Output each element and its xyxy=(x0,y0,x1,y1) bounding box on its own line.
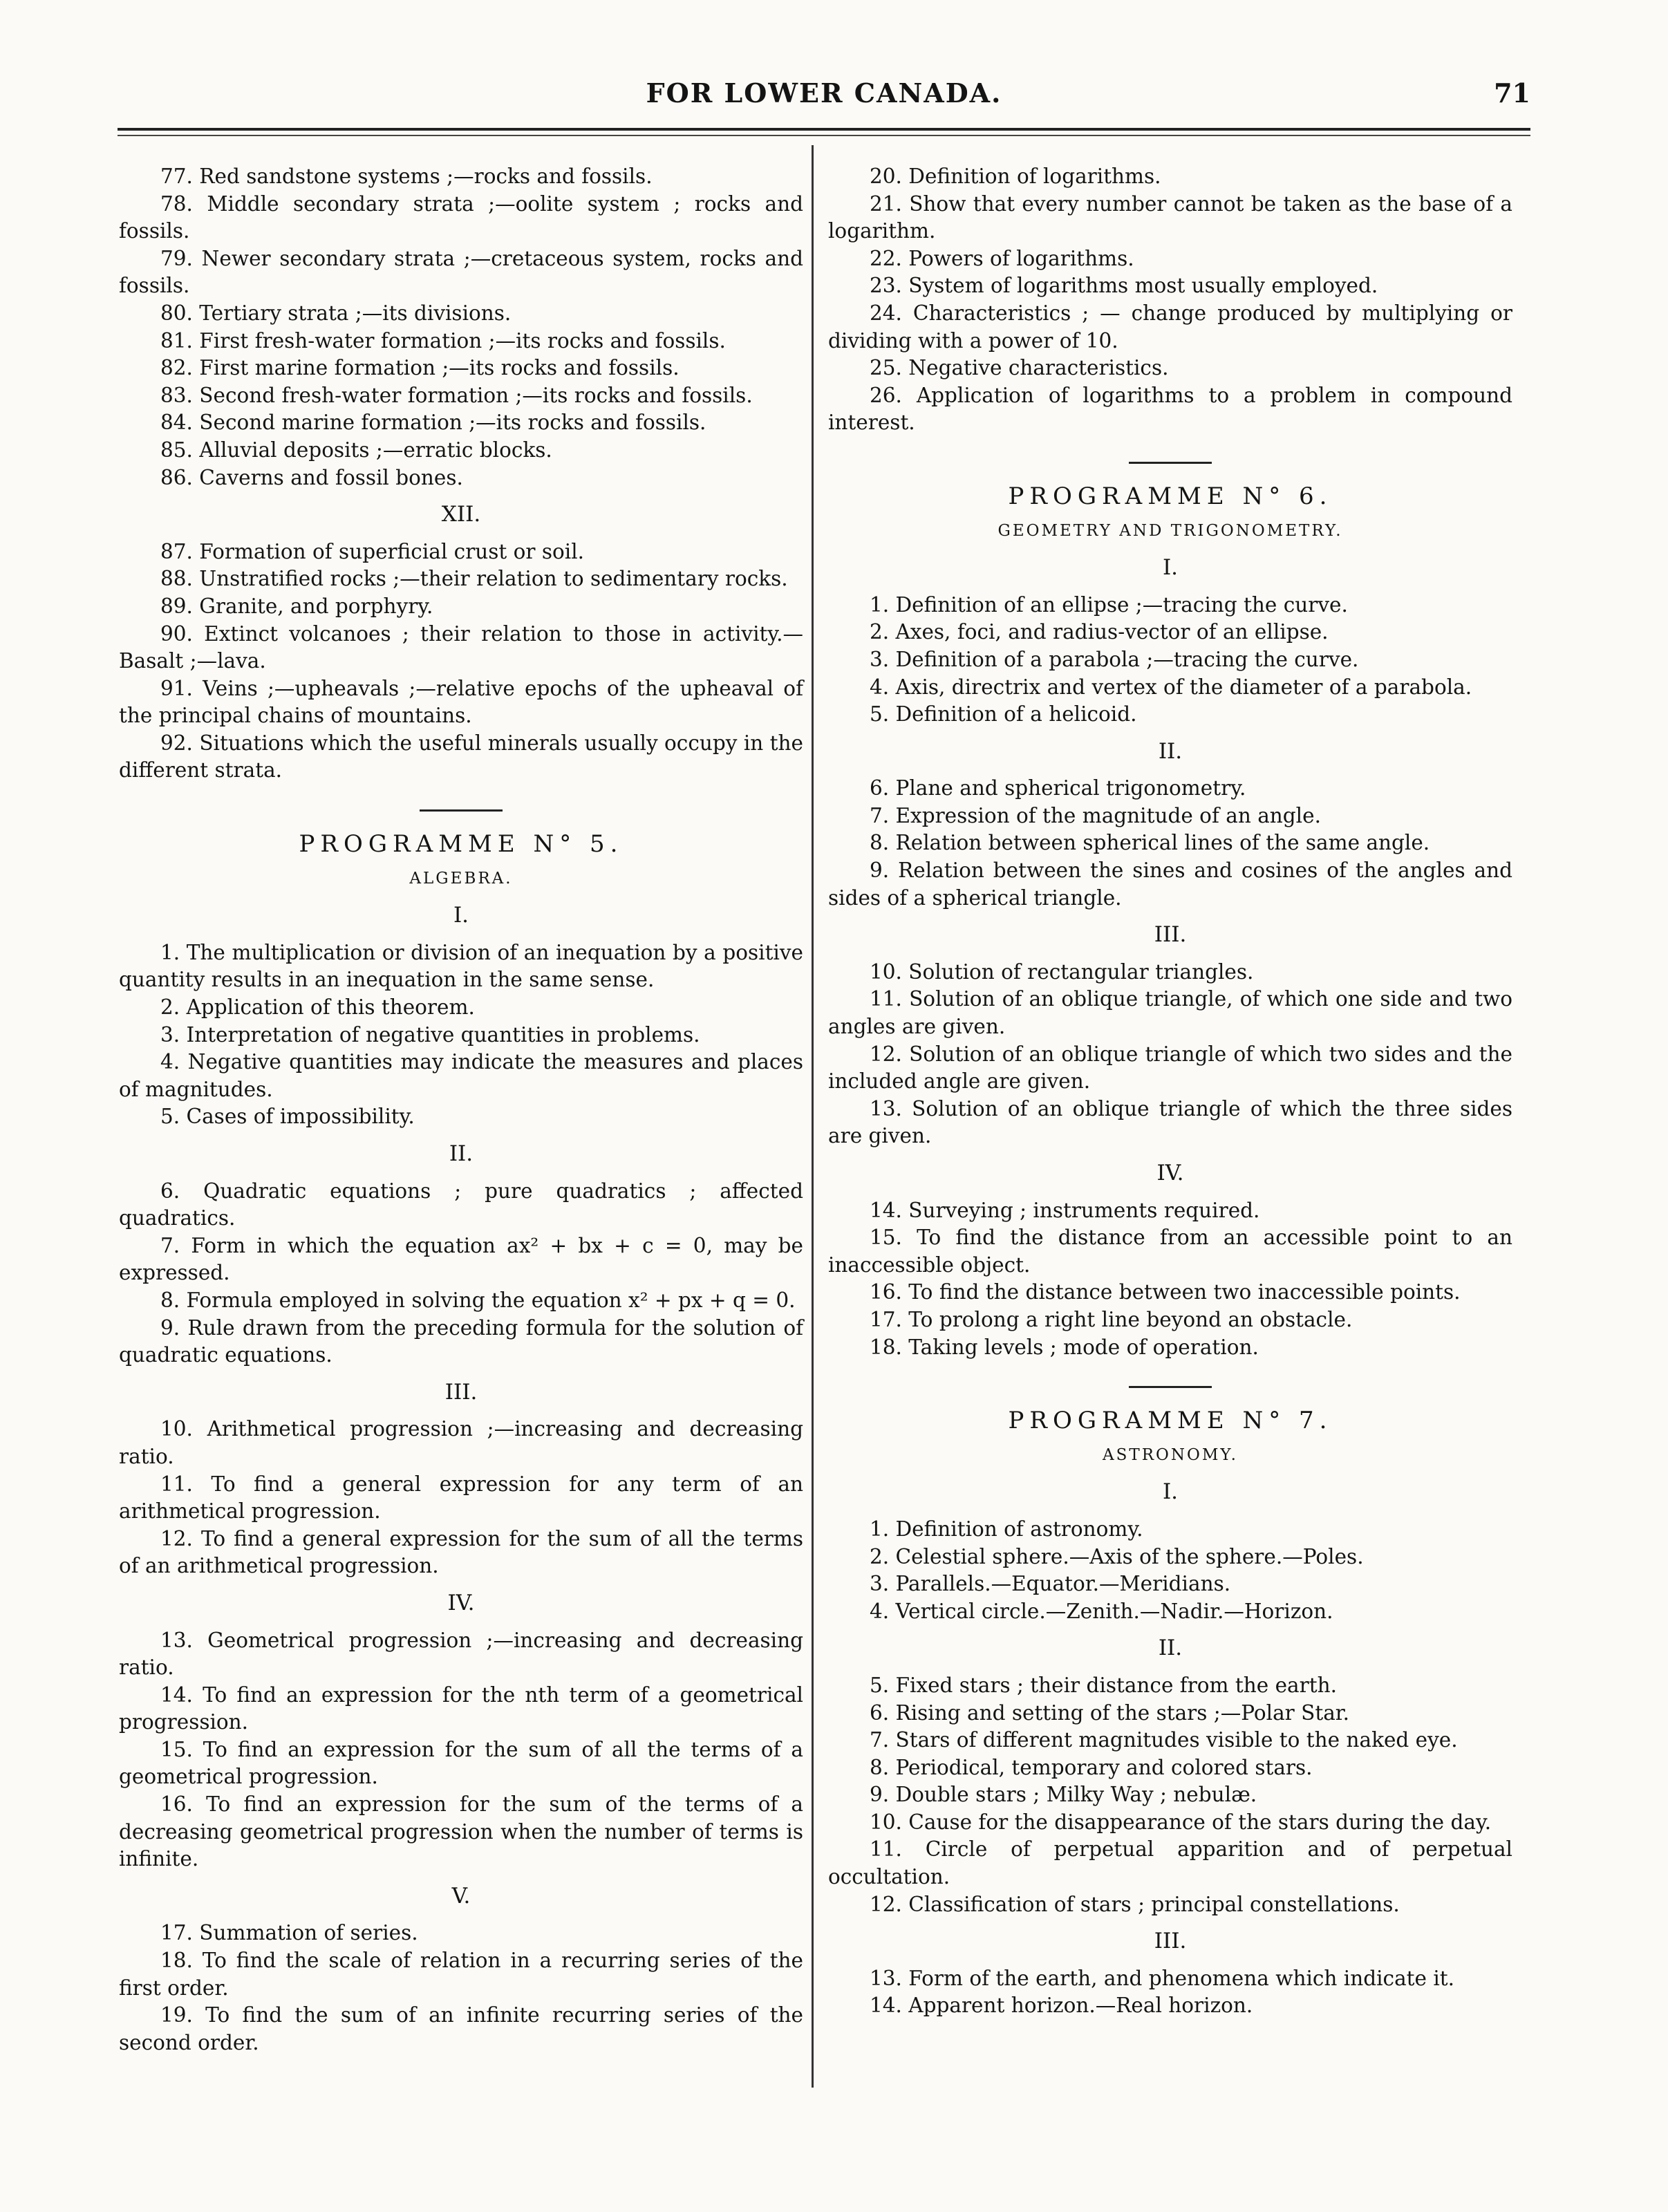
section-heading-xii: XII. xyxy=(441,502,481,527)
astronomy-items-13-14 xyxy=(828,1965,1512,2020)
list-item: 17. Summation of series. xyxy=(160,1921,418,1945)
list-item: 16. To find the distance between two inaccessible points. xyxy=(870,1280,1461,1304)
geometry-items-10-13 xyxy=(828,959,1512,1150)
list-item: 80. Tertiary strata ;—its divisions. xyxy=(160,301,512,325)
section-heading-ii: II. xyxy=(449,1141,474,1166)
geometry-items-1-5 xyxy=(828,592,1512,729)
programme-6-subtitle: GEOMETRY AND TRIGONOMETRY. xyxy=(997,521,1343,540)
list-item: 12. Solution of an oblique triangle of which two sides and the included angle are given. xyxy=(828,1042,1512,1094)
list-item: 10. Cause for the disappearance of the stars during the day. xyxy=(870,1810,1492,1834)
list-item: 10. Arithmetical progression ;—increasing and decreasing ratio. xyxy=(119,1417,803,1468)
list-item: 84. Second marine formation ;—its rocks and fossils. xyxy=(160,411,706,435)
list-item: 15. To find the distance from an accessible point to an inaccessible object. xyxy=(828,1226,1512,1277)
list-item: 7. Stars of different magnitudes visible to the naked eye. xyxy=(870,1728,1458,1752)
list-item: 91. Veins ;—upheavals ;—relative epochs of the upheaval of the principal chains of mountains. xyxy=(119,676,803,728)
list-item: 4. Vertical circle.—Zenith.—Nadir.—Horizon. xyxy=(870,1599,1333,1623)
list-item: 82. First marine formation ;—its rocks and fossils. xyxy=(160,356,680,380)
list-item: 2. Celestial sphere.—Axis of the sphere.—Poles. xyxy=(870,1544,1364,1568)
section-heading-ii: II. xyxy=(1158,738,1183,764)
geometry-items-14-18 xyxy=(828,1197,1512,1362)
list-item: 92. Situations which the useful minerals usually occupy in the different strata. xyxy=(119,731,803,782)
list-item: 87. Formation of superficial crust or soil. xyxy=(160,539,585,563)
list-item: 88. Unstratified rocks ;—their relation to sedimentary rocks. xyxy=(160,567,788,591)
list-item: 8. Relation between spherical lines of the same angle. xyxy=(870,831,1430,855)
list-item: 83. Second fresh-water formation ;—its rocks and fossils. xyxy=(160,383,753,407)
section-heading-i: I. xyxy=(453,903,469,928)
list-item: 26. Application of logarithms to a problem in compound interest. xyxy=(828,383,1512,435)
list-item: 22. Powers of logarithms. xyxy=(870,246,1134,270)
list-item: 1. The multiplication or division of an inequation by a positive quantity results in an inequation in the same sense. xyxy=(119,940,803,992)
list-item: 86. Caverns and fossil bones. xyxy=(160,465,463,489)
list-item: 14. Apparent horizon.—Real horizon. xyxy=(870,1994,1253,2018)
right-column xyxy=(828,163,1512,2020)
page-header xyxy=(118,77,1530,127)
list-item: 12. Classification of stars ; principal constellations. xyxy=(870,1892,1400,1916)
header-rule-thick xyxy=(118,128,1530,131)
programme-separator xyxy=(1129,462,1212,464)
programme-separator xyxy=(420,809,503,812)
section-heading-iii: III. xyxy=(1154,922,1187,948)
algebra-items-6-9 xyxy=(119,1178,803,1369)
list-item: 11. Solution of an oblique triangle, of which one side and two angles are given. xyxy=(828,987,1512,1039)
algebra-items-10-12 xyxy=(119,1416,803,1580)
list-item: 79. Newer secondary strata ;—cretaceous system, rocks and fossils. xyxy=(119,246,803,298)
section-heading-iii: III. xyxy=(1154,1929,1187,1954)
left-column xyxy=(119,163,803,2056)
programme-separator xyxy=(1129,1386,1212,1388)
list-item: 1. Definition of astronomy. xyxy=(870,1517,1143,1541)
algebra-items-20-26 xyxy=(828,163,1512,437)
list-item: 7. Form in which the equation ax² + bx + c = 0, may be expressed. xyxy=(119,1233,803,1285)
programme-7-title: PROGRAMME N° 7. xyxy=(1008,1407,1333,1435)
list-item: 18. Taking levels ; mode of operation. xyxy=(870,1335,1259,1359)
list-item: 15. To find an expression for the sum of all the terms of a geometrical progression. xyxy=(119,1737,803,1789)
programme-5-title: PROGRAMME N° 5. xyxy=(299,830,624,859)
list-item: 10. Solution of rectangular triangles. xyxy=(870,959,1254,984)
section-heading-iii: III. xyxy=(444,1379,478,1405)
list-item: 16. To find an expression for the sum of the terms of a decreasing geometrical progression when the number of terms is infinite. xyxy=(119,1792,803,1871)
list-item: 5. Cases of impossibility. xyxy=(160,1105,415,1129)
list-item: 13. Form of the earth, and phenomena which indicate it. xyxy=(870,1966,1455,1990)
list-item: 13. Solution of an oblique triangle of which the three sides are given. xyxy=(828,1096,1512,1148)
list-item: 11. Circle of perpetual apparition and of perpetual occultation. xyxy=(828,1837,1512,1889)
list-item: 3. Parallels.—Equator.—Meridians. xyxy=(870,1572,1231,1596)
list-item: 85. Alluvial deposits ;—erratic blocks. xyxy=(160,438,552,462)
list-item: 78. Middle secondary strata ;—oolite system ; rocks and fossils. xyxy=(119,191,803,243)
list-item: 6. Quadratic equations ; pure quadratics ; affected quadratics. xyxy=(119,1179,803,1230)
astronomy-items-1-4 xyxy=(828,1516,1512,1625)
list-item: 3. Definition of a parabola ;—tracing the curve. xyxy=(870,647,1359,671)
list-item: 12. To find a general expression for the sum of all the terms of an arithmetical progression. xyxy=(119,1526,803,1578)
page-number: 71 xyxy=(1494,77,1530,109)
geology-items-77-86 xyxy=(119,163,803,491)
list-item: 13. Geometrical progression ;—increasing and decreasing ratio. xyxy=(119,1628,803,1680)
list-item: 8. Formula employed in solving the equation x² + px + q = 0. xyxy=(160,1288,796,1312)
list-item: 90. Extinct volcanoes ; their relation to those in activity.—Basalt ;—lava. xyxy=(119,621,803,673)
list-item: 9. Double stars ; Milky Way ; nebulæ. xyxy=(870,1783,1257,1807)
programme-5-subtitle: ALGEBRA. xyxy=(409,869,513,888)
list-item: 77. Red sandstone systems ;—rocks and fossils. xyxy=(160,165,653,188)
list-item: 23. System of logarithms most usually employed. xyxy=(870,274,1378,298)
algebra-items-1-5 xyxy=(119,939,803,1131)
list-item: 5. Fixed stars ; their distance from the earth. xyxy=(870,1673,1337,1697)
section-heading-iv: IV. xyxy=(1156,1161,1184,1185)
list-item: 6. Rising and setting of the stars ;—Polar Star. xyxy=(870,1700,1350,1725)
list-item: 24. Characteristics ; — change produced by multiplying or dividing with a power of 10. xyxy=(828,301,1512,353)
list-item: 9. Relation between the sines and cosines of the angles and sides of a spherical triangle. xyxy=(828,859,1512,910)
list-item: 81. First fresh-water formation ;—its rocks and fossils. xyxy=(160,328,726,353)
section-heading-i: I. xyxy=(1162,555,1179,581)
section-heading-i: I. xyxy=(1162,1479,1179,1505)
list-item: 17. To prolong a right line beyond an obstacle. xyxy=(870,1307,1353,1331)
list-item: 19. To find the sum of an infinite recurring series of the second order. xyxy=(119,2003,803,2054)
list-item: 4. Negative quantities may indicate the measures and places of magnitudes. xyxy=(119,1050,803,1101)
list-item: 89. Granite, and porphyry. xyxy=(160,594,433,618)
astronomy-items-5-12 xyxy=(828,1672,1512,1918)
list-item: 14. To find an expression for the nth term of a geometrical progression. xyxy=(119,1683,803,1734)
algebra-items-13-16 xyxy=(119,1627,803,1873)
header-rule-thin xyxy=(118,135,1530,136)
list-item: 5. Definition of a helicoid. xyxy=(870,702,1137,727)
list-item: 20. Definition of logarithms. xyxy=(870,165,1161,188)
list-item: 7. Expression of the magnitude of an angle. xyxy=(870,803,1321,827)
geometry-items-6-9 xyxy=(828,775,1512,912)
list-item: 2. Application of this theorem. xyxy=(160,995,475,1020)
list-item: 4. Axis, directrix and vertex of the diameter of a parabola. xyxy=(870,675,1472,699)
list-item: 9. Rule drawn from the preceding formula for the solution of quadratic equations. xyxy=(119,1315,803,1367)
section-heading-ii: II. xyxy=(1158,1635,1183,1661)
list-item: 3. Interpretation of negative quantities in problems. xyxy=(160,1022,700,1047)
list-item: 18. To find the scale of relation in a recurring series of the first order. xyxy=(119,1949,803,2000)
programme-7-subtitle: ASTRONOMY. xyxy=(1103,1445,1238,1464)
list-item: 6. Plane and spherical trigonometry. xyxy=(870,776,1246,800)
running-title: FOR LOWER CANADA. xyxy=(646,77,1002,109)
list-item: 2. Axes, foci, and radius-vector of an ellipse. xyxy=(870,620,1329,644)
list-item: 25. Negative characteristics. xyxy=(870,356,1169,380)
list-item: 14. Surveying ; instruments required. xyxy=(870,1198,1260,1222)
list-item: 11. To find a general expression for any term of an arithmetical progression. xyxy=(119,1472,803,1524)
programme-6-title: PROGRAMME N° 6. xyxy=(1008,482,1333,510)
list-item: 8. Periodical, temporary and colored stars. xyxy=(870,1755,1313,1779)
section-heading-iv: IV. xyxy=(447,1590,475,1615)
list-item: 1. Definition of an ellipse ;—tracing the curve. xyxy=(870,592,1348,617)
list-item: 21. Show that every number cannot be taken as the base of a logarithm. xyxy=(828,191,1512,243)
column-divider xyxy=(812,145,814,2088)
geology-items-87-92 xyxy=(119,538,803,785)
section-heading-v: V. xyxy=(451,1883,471,1909)
algebra-items-17-19 xyxy=(119,1920,803,2056)
